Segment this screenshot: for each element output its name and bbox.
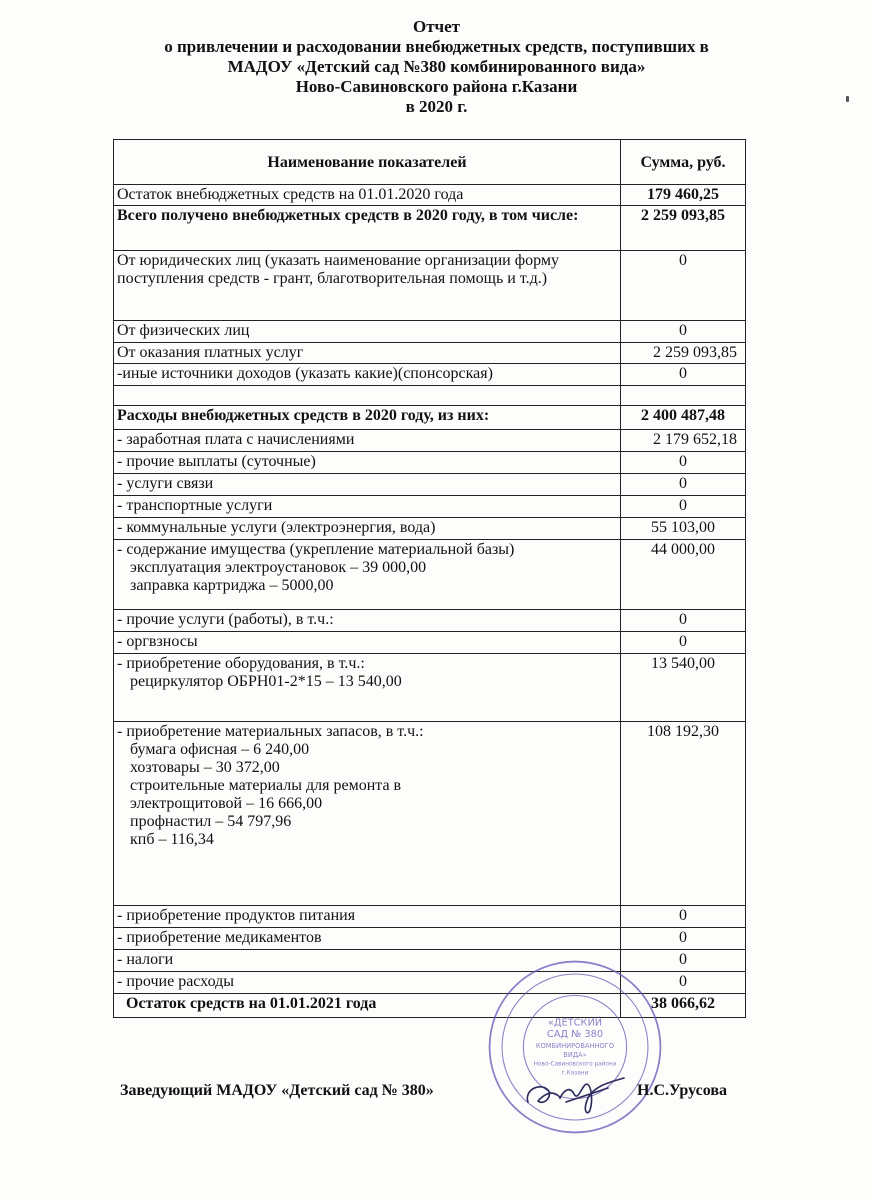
table-row xyxy=(114,722,746,906)
header-sum: Сумма, руб. xyxy=(621,140,746,185)
table-row xyxy=(114,364,746,386)
scan-mark xyxy=(846,96,849,102)
row-sum: 108 192,30 xyxy=(621,722,746,906)
row-sum: 13 540,00 xyxy=(621,654,746,722)
row-sub-item: бумага офисная – 6 240,00 xyxy=(130,741,310,758)
row-sum: 2 259 093,85 xyxy=(621,206,746,251)
title-line-2: о привлечении и расходовании внебюджетных средств, поступивших в xyxy=(164,37,709,56)
row-name: От юридических лиц (указать наименование организации форму поступления средств - грант, благотворительная помощь и т.д.) xyxy=(114,251,621,321)
table-row xyxy=(114,185,746,206)
table-row xyxy=(114,321,746,343)
row-name-main: - приобретение материальных запасов, в т.ч.: xyxy=(117,723,424,740)
title-line-3: МАДОУ «Детский сад №380 комбинированного вида» xyxy=(227,57,646,76)
title-line-5: в 2020 г. xyxy=(405,97,468,116)
table-row xyxy=(114,496,746,518)
table-header-row xyxy=(114,140,746,185)
row-name: - прочие расходы xyxy=(114,972,621,994)
report-title xyxy=(0,17,873,117)
stamp-line-4: ВИДА» xyxy=(563,1050,587,1059)
row-name: - прочие выплаты (суточные) xyxy=(114,452,621,474)
table-row xyxy=(114,343,746,364)
row-sum: 55 103,00 xyxy=(621,518,746,540)
table-row xyxy=(114,406,746,430)
table-row-empty xyxy=(114,386,746,406)
row-sum xyxy=(621,386,746,406)
row-name: От оказания платных услуг xyxy=(114,343,621,364)
row-sum: 38 066,62 xyxy=(621,994,746,1018)
row-sum: 0 xyxy=(621,972,746,994)
handwritten-signature xyxy=(520,1068,630,1118)
stamp-line-5: Ново-Савиновского района xyxy=(533,1061,617,1068)
row-sub-item: профнастил – 54 797,96 xyxy=(130,813,292,830)
table-row xyxy=(114,610,746,632)
table-row xyxy=(114,928,746,950)
row-sum: 0 xyxy=(621,632,746,654)
row-name xyxy=(114,654,621,722)
row-sum: 44 000,00 xyxy=(621,540,746,610)
row-name: - налоги xyxy=(114,950,621,972)
row-sum: 0 xyxy=(621,610,746,632)
row-name: Остаток средств на 01.01.2021 года xyxy=(114,994,621,1018)
table-row xyxy=(114,430,746,452)
row-sum: 0 xyxy=(621,950,746,972)
row-name xyxy=(114,540,621,610)
title-line-4: Ново-Савиновского района г.Казани xyxy=(295,77,578,96)
row-sub-item: хозтовары – 30 372,00 xyxy=(130,759,280,776)
row-name: - коммунальные услуги (электроэнергия, вода) xyxy=(114,518,621,540)
row-sum: 2 179 652,18 xyxy=(621,430,746,452)
signatory-name: Н.С.Урусова xyxy=(637,1082,727,1099)
stamp-line-1: «ДЕТСКИЙ xyxy=(547,1017,603,1029)
row-name: - прочие услуги (работы), в т.ч.: xyxy=(114,610,621,632)
row-sub-item: кпб – 116,34 xyxy=(130,831,214,848)
row-sub-item: заправка картриджа – 5000,00 xyxy=(130,577,334,594)
table-row xyxy=(114,540,746,610)
row-name xyxy=(114,386,621,406)
row-name: Расходы внебюджетных средств в 2020 году, из них: xyxy=(114,406,621,430)
row-sub-item: рециркулятор ОБРН01-2*15 – 13 540,00 xyxy=(130,673,402,690)
row-sum: 2 259 093,85 xyxy=(621,343,746,364)
title-line-1: Отчет xyxy=(412,17,461,36)
table-row xyxy=(114,206,746,251)
row-name: -иные источники доходов (указать какие)(спонсорская) xyxy=(114,364,621,386)
stamp-line-6: г.Казани xyxy=(561,1070,589,1077)
report-table xyxy=(113,139,746,1018)
row-sum: 0 xyxy=(621,251,746,321)
row-sum: 0 xyxy=(621,906,746,928)
row-sum: 0 xyxy=(621,452,746,474)
row-name: - услуги связи xyxy=(114,474,621,496)
row-sum: 0 xyxy=(621,364,746,386)
row-name: - приобретение продуктов питания xyxy=(114,906,621,928)
row-sub-item: строительные материалы для ремонта в xyxy=(130,777,402,794)
table-row xyxy=(114,251,746,321)
stamp-line-2: САД № 380 xyxy=(546,1029,604,1041)
row-sub-item: электрощитовой – 16 666,00 xyxy=(130,795,323,812)
table-row xyxy=(114,474,746,496)
row-sum: 0 xyxy=(621,928,746,950)
table-row xyxy=(114,452,746,474)
table-row xyxy=(114,518,746,540)
row-name: - транспортные услуги xyxy=(114,496,621,518)
header-name: Наименование показателей xyxy=(114,140,621,185)
row-name: Остаток внебюджетных средств на 01.01.2020 года xyxy=(114,185,621,206)
row-name: От физических лиц xyxy=(114,321,621,343)
row-name: - заработная плата с начислениями xyxy=(114,430,621,452)
row-sum: 0 xyxy=(621,496,746,518)
row-name-main: - приобретение оборудования, в т.ч.: xyxy=(117,655,365,672)
row-name-main: - содержание имущества (укрепление материальной базы) xyxy=(117,541,515,558)
row-sum: 179 460,25 xyxy=(621,185,746,206)
row-name: - приобретение медикаментов xyxy=(114,928,621,950)
stamp-line-3: КОМБИНИРОВАННОГО xyxy=(535,1041,615,1050)
row-name: - оргвзносы xyxy=(114,632,621,654)
table-row xyxy=(114,632,746,654)
signatory-position: Заведующий МАДОУ «Детский сад № 380» xyxy=(120,1082,434,1099)
row-sub-item: эксплуатация электроустановок – 39 000,00 xyxy=(130,559,427,576)
row-sum: 0 xyxy=(621,321,746,343)
row-name: Всего получено внебюджетных средств в 2020 году, в том числе: xyxy=(114,206,621,251)
row-sum: 0 xyxy=(621,474,746,496)
table-row xyxy=(114,906,746,928)
row-name xyxy=(114,722,621,906)
table-row xyxy=(114,654,746,722)
row-sum: 2 400 487,48 xyxy=(621,406,746,430)
